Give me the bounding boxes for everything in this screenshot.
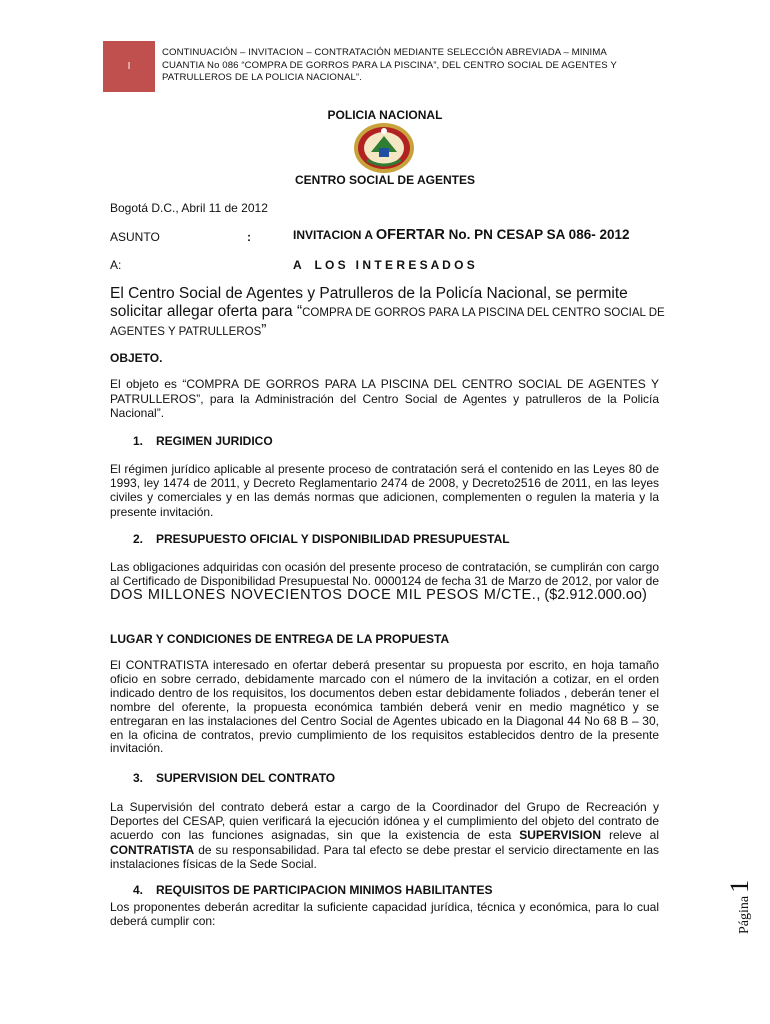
section-text-requisitos: Los proponentes deberán acreditar la suficiente capacidad jurídica, técnica y económica, para lo cual deberá cumplir con: <box>110 900 659 929</box>
asunto-label: ASUNTO <box>110 230 160 244</box>
asunto-value <box>293 227 629 243</box>
section-number: 1. <box>133 434 144 448</box>
header-line: CONTINUACIÓN – INVITACION – CONTRATACIÓN MEDIANTE SELECCIÓN ABREVIADA – MINIMA <box>162 47 607 58</box>
asunto-ofertar: OFERTAR <box>375 227 445 243</box>
section-number: 2. <box>133 532 144 546</box>
asunto-colon: : <box>247 230 251 244</box>
section-heading-supervision: SUPERVISION DEL CONTRATO <box>156 771 336 785</box>
page-number: 1 <box>725 879 754 893</box>
intro-close-quote: ” <box>261 322 267 339</box>
section-text-supervision <box>110 800 659 871</box>
intro-object-text: COMPRA DE GORROS PARA LA PISCINA DEL CENTRO SOCIAL DE AGENTES Y PATRULLEROS <box>110 307 665 338</box>
asunto-number: No. PN CESAP SA 086- 2012 <box>444 227 630 242</box>
supervision-text-c: de su responsabilidad. Para tal efecto se debe prestar el servicio directamente en las instalaciones físicas de la Sede Social. <box>110 842 659 871</box>
objeto-heading: OBJETO. <box>110 351 163 365</box>
supervision-text-a: La Supervisión del contrato deberá estar a cargo de la Coordinador del Grupo de Recreación y Deportes del CESAP, quien verificará la ejecución idónea y el cumplimiento del objeto del contrato de acuerdo con las funciones asignadas, sin que la existencia de esta <box>110 800 659 843</box>
intro-paragraph <box>110 285 670 341</box>
section-heading-regimen: REGIMEN JURIDICO <box>156 434 273 448</box>
page-number-footer <box>725 872 753 934</box>
presupuesto-amount-words: DOS MILLONES NOVECIENTOS DOCE MIL PESOS M/CTE., <box>110 587 542 604</box>
section-text-lugar: El CONTRATISTA interesado en ofertar deberá presentar su propuesta por escrito, en hoja tamaño oficio en sobre cerrado, debidamente marcado con el número de la invitación a cotizar, en el orden indicado dentro de los requisitos, los documentos deben estar debidamente foliados , deberán tener el nombre del oferente, la propuesta económica también deberá venir en medio magnético y se entregaran en las instalaciones del Centro Social de Agentes ubicado en la Diagonal 44 No 68 B – 30, en la oficina de contratos, previo cumplimiento de los requisitos establecidos dentro de la presente invitación. <box>110 658 659 756</box>
section-heading-lugar: LUGAR Y CONDICIONES DE ENTREGA DE LA PROPUESTA <box>110 632 450 646</box>
running-header <box>162 47 682 85</box>
section-text-presupuesto <box>110 560 659 603</box>
section-number: 4. <box>133 883 144 897</box>
org-title: POLICIA NACIONAL <box>327 108 443 122</box>
page-word: Página <box>737 895 752 934</box>
objeto-text: El objeto es “COMPRA DE GORROS PARA LA PISCINA DEL CENTRO SOCIAL DE AGENTES Y PATRULLEROS”, para la Administración del Centro Social de Agentes y patrulleros de la Policía Nacional”. <box>110 377 659 420</box>
page-marker-box <box>103 41 155 92</box>
section-number: 3. <box>133 771 144 785</box>
section-text-regimen: El régimen jurídico aplicable al presente proceso de contratación será el contenido en las Leyes 80 de 1993, ley 1474 de 2011, y Decreto Reglamentario 2474 de 2008, y Decreto2516 de 2011, en las leyes civiles y comerciales y en las demás normas que adicionen, complementen o regulen la materia y la presente invitación. <box>110 462 659 519</box>
section-heading-presupuesto: PRESUPUESTO OFICIAL Y DISPONIBILIDAD PRESUPUESTAL <box>156 532 510 546</box>
addressee-value: A L O S I N T E R E S A D O S <box>293 258 475 272</box>
police-seal-emblem <box>353 122 415 174</box>
asunto-prefix: INVITACION A <box>293 228 376 242</box>
intro-big-text: El Centro Social de Agentes y Patrulleros de la Policía Nacional, se permite solicitar allegar oferta para “ <box>110 285 628 320</box>
supervision-text-b: releve al <box>601 828 659 843</box>
page-marker-label: I <box>127 61 131 72</box>
addressee-label: A: <box>110 258 122 272</box>
section-heading-requisitos: REQUISITOS DE PARTICIPACION MINIMOS HABILITANTES <box>156 883 493 897</box>
supervision-bold-b: CONTRATISTA <box>110 842 195 857</box>
supervision-bold-a: SUPERVISION <box>519 828 602 843</box>
presupuesto-amount-number: ($2.912.000.oo) <box>544 587 647 604</box>
center-title: CENTRO SOCIAL DE AGENTES <box>294 173 476 187</box>
date-line: Bogotá D.C., Abril 11 de 2012 <box>110 201 268 215</box>
header-line: PATRULLEROS DE LA POLICIA NACIONAL”. <box>162 72 362 83</box>
presupuesto-text: Las obligaciones adquiridas con ocasión del presente proceso de contratación, se cumplirán con cargo al Certificado de Disponibilidad Presupuestal No. 0000124 de fecha 31 de Marzo de 2012, por valor de <box>110 560 659 589</box>
header-line: CUANTIA No 086 “COMPRA DE GORROS PARA LA PISCINA”, DEL CENTRO SOCIAL DE AGENTES Y <box>162 59 617 71</box>
